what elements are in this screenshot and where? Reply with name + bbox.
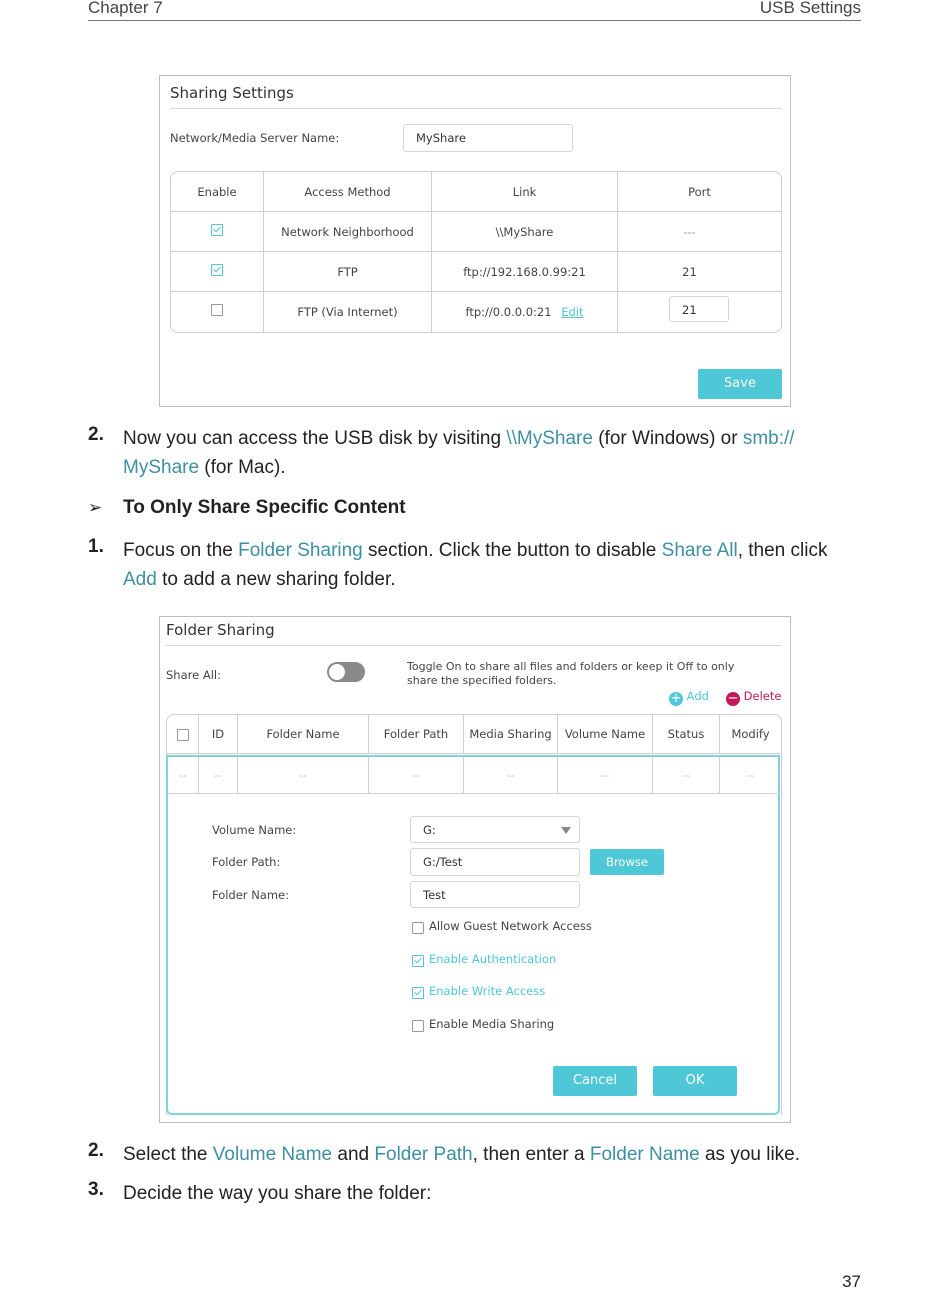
col-status: Status <box>653 715 720 753</box>
delete-button[interactable] <box>726 689 781 706</box>
enable-checkbox[interactable] <box>211 264 223 276</box>
browse-button[interactable]: Browse <box>590 849 664 875</box>
text: as you like. <box>699 1144 801 1165</box>
port-cell <box>618 212 781 252</box>
method-cell: Network Neighborhood <box>264 212 432 252</box>
share-all-toggle[interactable] <box>327 662 365 682</box>
link-cell <box>432 292 618 332</box>
media-sharing-checkbox[interactable] <box>412 1020 424 1032</box>
table-header-row <box>171 172 781 212</box>
delete-label: Delete <box>743 689 782 703</box>
text: , then click <box>737 540 828 561</box>
method-cell: FTP <box>264 252 432 292</box>
col-media-sharing: Media Sharing <box>464 715 558 753</box>
folder-name-label: Folder Name: <box>212 888 289 902</box>
table-row <box>171 292 781 332</box>
text: (for Windows) or <box>592 428 743 449</box>
edit-area <box>166 755 780 1115</box>
select-all-cell <box>167 715 199 753</box>
method-cell: FTP (Via Internet) <box>264 292 432 332</box>
step-text <box>123 424 861 482</box>
panel-title: Folder Sharing <box>166 621 275 639</box>
enable-checkbox[interactable] <box>211 304 223 316</box>
folder-table-empty-row <box>168 757 780 794</box>
toggle-hint: Toggle On to share all files and folders or keep it Off to only share the specified folders. <box>407 660 735 687</box>
col-access-method: Access Method <box>264 172 432 212</box>
step-number: 1. <box>88 536 104 557</box>
add-button[interactable] <box>669 689 709 706</box>
enable-checkbox[interactable] <box>211 224 223 236</box>
cell: -- <box>745 768 755 782</box>
step-text <box>123 536 861 594</box>
page-header <box>88 0 861 21</box>
text: , then enter a <box>472 1144 590 1165</box>
table-row <box>171 252 781 292</box>
enable-cell <box>171 212 264 252</box>
text: Focus on the <box>123 540 239 561</box>
term-folder-sharing: Folder Sharing <box>238 540 363 561</box>
save-button[interactable]: Save <box>698 369 782 399</box>
subheading-bullet: ➢ <box>88 498 103 517</box>
text: (for Mac). <box>199 457 286 478</box>
term-add: Add <box>123 569 157 590</box>
port-value: --- <box>683 224 696 239</box>
term-folder-path: Folder Path <box>374 1144 473 1165</box>
cell: -- <box>653 757 720 793</box>
enable-cell <box>171 292 264 332</box>
folder-name-input[interactable]: Test <box>410 881 580 908</box>
cancel-button[interactable]: Cancel <box>553 1066 637 1096</box>
chevron-down-icon <box>561 827 571 834</box>
cell: -- <box>168 757 199 793</box>
folder-path-input[interactable]: G:/Test <box>410 848 580 876</box>
edit-link[interactable]: Edit <box>561 305 584 319</box>
server-name-label: Network/Media Server Name: <box>170 131 340 145</box>
link-myshare-mac: MyShare <box>123 457 200 478</box>
cell: -- <box>199 757 238 793</box>
term-volume-name: Volume Name <box>212 1144 333 1165</box>
volume-name-select[interactable] <box>410 816 580 843</box>
port-cell <box>618 252 781 292</box>
table-row <box>171 212 781 252</box>
share-all-label: Share All: <box>166 668 221 682</box>
text: Now you can access the USB disk by visiting <box>123 428 507 449</box>
folder-path-label: Folder Path: <box>212 855 281 869</box>
option-label: Enable Authentication <box>429 952 557 966</box>
chapter-label: Chapter 7 <box>88 0 163 17</box>
step-number: 2. <box>88 1140 104 1161</box>
link-myshare: \\MyShare <box>506 428 593 449</box>
port-cell <box>618 292 781 332</box>
cell: -- <box>464 757 558 793</box>
divider <box>170 108 782 109</box>
panel-title: Sharing Settings <box>170 84 294 102</box>
access-method-table <box>170 171 782 333</box>
select-all-checkbox[interactable] <box>177 729 189 741</box>
write-access-checkbox[interactable] <box>412 987 424 999</box>
divider <box>166 645 782 646</box>
text: to add a new sharing folder. <box>156 569 396 590</box>
ok-button[interactable]: OK <box>653 1066 737 1096</box>
col-port: Port <box>618 172 781 212</box>
port-input[interactable]: 21 <box>669 296 729 322</box>
link-cell: \\MyShare <box>432 212 618 252</box>
step-text: Decide the way you share the folder: <box>123 1183 432 1204</box>
text: and <box>332 1144 375 1165</box>
minus-icon: − <box>727 691 739 706</box>
link-value: ftp://0.0.0.0:21 <box>465 305 552 319</box>
subheading: To Only Share Specific Content <box>123 497 406 518</box>
enable-cell <box>171 252 264 292</box>
sharing-settings-panel <box>159 75 791 407</box>
col-id: ID <box>199 715 238 753</box>
option-label: Allow Guest Network Access <box>429 919 592 933</box>
authentication-checkbox[interactable] <box>412 955 424 967</box>
cell: -- <box>558 757 653 793</box>
link-cell: ftp://192.168.0.99:21 <box>432 252 618 292</box>
col-link: Link <box>432 172 618 212</box>
col-enable: Enable <box>171 172 264 212</box>
col-volume-name: Volume Name <box>558 715 653 753</box>
text: Select the <box>123 1144 213 1165</box>
table-row <box>168 757 780 793</box>
step-number: 3. <box>88 1179 104 1200</box>
folder-table-header <box>167 715 781 754</box>
plus-icon: + <box>670 691 682 706</box>
add-label: Add <box>686 689 709 703</box>
folder-sharing-panel <box>159 616 791 1123</box>
cell: -- <box>369 757 464 793</box>
server-name-input[interactable]: MyShare <box>403 124 573 152</box>
term-folder-name: Folder Name <box>589 1144 700 1165</box>
section-label: USB Settings <box>759 0 861 17</box>
col-folder-path: Folder Path <box>369 715 464 753</box>
text: section. Click the button to disable <box>362 540 662 561</box>
link-smb: smb:// <box>742 428 795 449</box>
cell: -- <box>238 757 369 793</box>
step-text <box>123 1140 861 1169</box>
page-number: 37 <box>842 1272 861 1291</box>
volume-name-value: G: <box>423 823 436 837</box>
col-modify: Modify <box>731 727 770 741</box>
volume-name-label: Volume Name: <box>212 823 297 837</box>
col-folder-name: Folder Name <box>238 715 369 753</box>
port-value: 21 <box>682 264 697 279</box>
option-label: Enable Write Access <box>429 984 546 998</box>
option-label: Enable Media Sharing <box>429 1017 555 1031</box>
term-share-all: Share All <box>661 540 738 561</box>
step-number: 2. <box>88 424 104 445</box>
guest-access-checkbox[interactable] <box>412 922 424 934</box>
